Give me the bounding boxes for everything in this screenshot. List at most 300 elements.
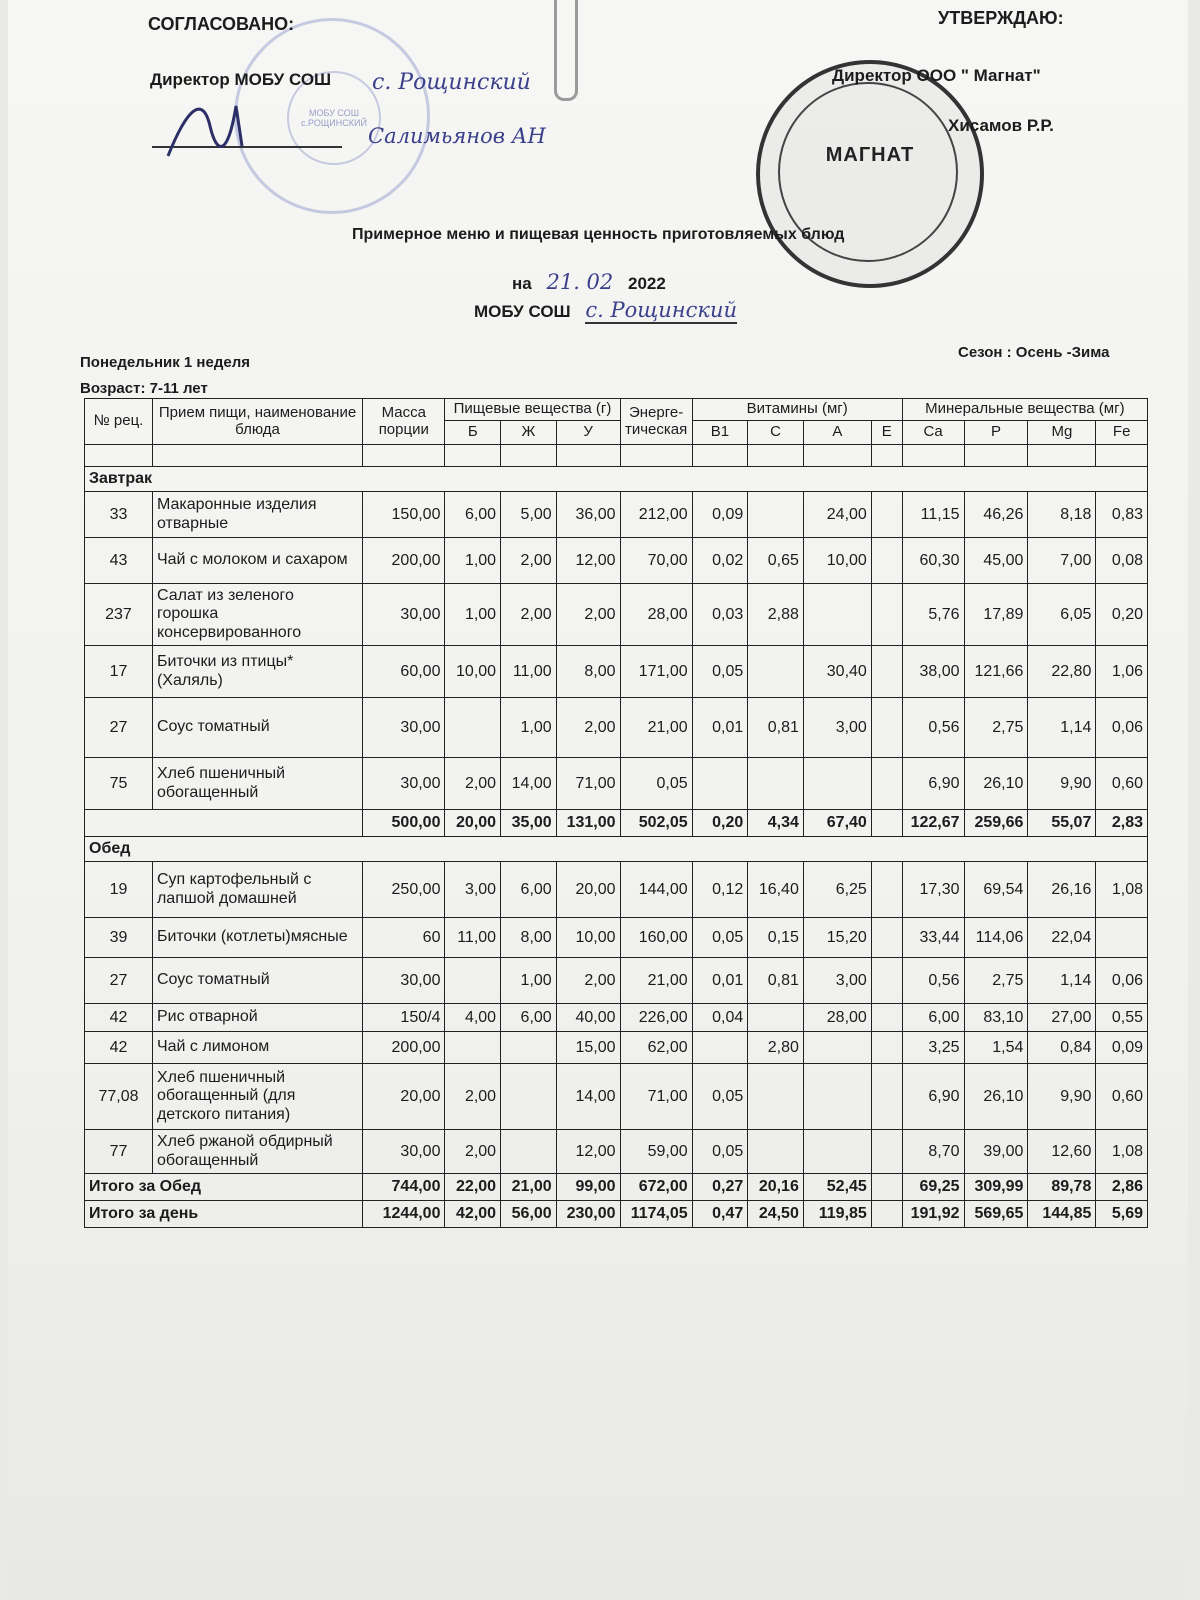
cell-b1: 0,02: [692, 538, 748, 584]
cell-a: 3,00: [803, 958, 871, 1004]
paper-clip: [554, 0, 578, 101]
cell-zh: 2,00: [501, 584, 557, 646]
dish-name: Рис отварной: [152, 1004, 362, 1032]
cell-mg: 6,05: [1028, 584, 1096, 646]
section-label: Обед: [85, 837, 1148, 862]
total-u: 99,00: [556, 1174, 620, 1201]
cell-ca: 5,76: [902, 584, 964, 646]
total-e: [871, 810, 902, 837]
cell-en: 21,00: [620, 958, 692, 1004]
total-zh: 35,00: [501, 810, 557, 837]
cell-p: 114,06: [964, 918, 1028, 958]
cell-mass: 150/4: [363, 1004, 445, 1032]
school-stamp: [234, 18, 430, 214]
cell-c: 0,15: [748, 918, 804, 958]
cell-en: 171,00: [620, 646, 692, 698]
table-row: [85, 646, 1148, 698]
cell-u: 2,00: [556, 958, 620, 1004]
cell-u: 71,00: [556, 758, 620, 810]
total-b: 22,00: [445, 1174, 501, 1201]
cell-en: 0,05: [620, 758, 692, 810]
cell-ca: 0,56: [902, 958, 964, 1004]
cell-p: 17,89: [964, 584, 1028, 646]
recipe-number: 75: [85, 758, 153, 810]
recipe-number: 77,08: [85, 1064, 153, 1130]
total-e: [871, 1174, 902, 1201]
cell-en: 226,00: [620, 1004, 692, 1032]
cell-b1: 0,05: [692, 1064, 748, 1130]
cell-u: 20,00: [556, 862, 620, 918]
cell-ca: 17,30: [902, 862, 964, 918]
cell-mg: 22,80: [1028, 646, 1096, 698]
cell-e: [871, 958, 902, 1004]
day-label: Понедельник 1 неделя: [80, 354, 250, 371]
cell-b: 6,00: [445, 492, 501, 538]
total-fe: 5,69: [1096, 1201, 1148, 1228]
magnat-stamp-logo: МАГНАТ: [825, 144, 915, 166]
date-line: [512, 270, 666, 294]
cell-fe: 1,06: [1096, 646, 1148, 698]
total-p: 259,66: [964, 810, 1028, 837]
total-u: 230,00: [556, 1201, 620, 1228]
cell-en: 71,00: [620, 1064, 692, 1130]
cell-ca: 8,70: [902, 1130, 964, 1174]
school-prefix: МОБУ СОШ: [474, 302, 571, 321]
cell-mg: 9,90: [1028, 1064, 1096, 1130]
cell-zh: 14,00: [501, 758, 557, 810]
cell-p: 69,54: [964, 862, 1028, 918]
total-p: 309,99: [964, 1174, 1028, 1201]
total-zh: 21,00: [501, 1174, 557, 1201]
cell-e: [871, 538, 902, 584]
cell-u: 12,00: [556, 1130, 620, 1174]
cell-b: 4,00: [445, 1004, 501, 1032]
total-b1: 0,27: [692, 1174, 748, 1201]
total-u: 131,00: [556, 810, 620, 837]
cell-b: 2,00: [445, 1130, 501, 1174]
cell-u: 36,00: [556, 492, 620, 538]
cell-c: 16,40: [748, 862, 804, 918]
cell-b1: [692, 758, 748, 810]
recipe-number: 237: [85, 584, 153, 646]
recipe-number: 27: [85, 698, 153, 758]
total-row: [85, 1201, 1148, 1228]
cell-u: 2,00: [556, 698, 620, 758]
cell-b1: 0,03: [692, 584, 748, 646]
total-ca: 69,25: [902, 1174, 964, 1201]
table-row: [85, 918, 1148, 958]
cell-b: [445, 698, 501, 758]
col-u: У: [556, 421, 620, 445]
col-zh: Ж: [501, 421, 557, 445]
section-row: [85, 467, 1148, 492]
cell-a: 24,00: [803, 492, 871, 538]
cell-mass: 60: [363, 918, 445, 958]
cell-b1: 0,09: [692, 492, 748, 538]
table-row: [85, 758, 1148, 810]
cell-p: 1,54: [964, 1032, 1028, 1064]
cell-ca: 0,56: [902, 698, 964, 758]
cell-fe: 0,20: [1096, 584, 1148, 646]
cell-mg: 8,18: [1028, 492, 1096, 538]
col-p: P: [964, 421, 1028, 445]
total-mass: 1244,00: [363, 1201, 445, 1228]
dish-name: Макаронные изделия отварные: [152, 492, 362, 538]
cell-c: 0,81: [748, 958, 804, 1004]
cell-a: 10,00: [803, 538, 871, 584]
recipe-number: 33: [85, 492, 153, 538]
cell-zh: 6,00: [501, 1004, 557, 1032]
total-mg: 55,07: [1028, 810, 1096, 837]
school-director-signature: [158, 86, 258, 166]
dish-name: Чай с лимоном: [152, 1032, 362, 1064]
col-rec-no: № рец.: [85, 399, 153, 445]
total-c: 24,50: [748, 1201, 804, 1228]
col-ca: Ca: [902, 421, 964, 445]
dish-name: Соус томатный: [152, 958, 362, 1004]
col-b: Б: [445, 421, 501, 445]
cell-ca: 33,44: [902, 918, 964, 958]
cell-fe: 0,60: [1096, 758, 1148, 810]
total-en: 502,05: [620, 810, 692, 837]
cell-b: [445, 958, 501, 1004]
cell-ca: 38,00: [902, 646, 964, 698]
total-a: 67,40: [803, 810, 871, 837]
school-handwritten: с. Рощинский: [585, 298, 737, 322]
total-mass: 744,00: [363, 1174, 445, 1201]
total-label: Итого за Обед: [85, 1174, 363, 1201]
dish-name: Салат из зеленого горошка консервированного: [152, 584, 362, 646]
date-handwritten: 21. 02: [546, 270, 614, 294]
cell-b1: 0,01: [692, 958, 748, 1004]
cell-ca: 3,25: [902, 1032, 964, 1064]
table-row: [85, 862, 1148, 918]
cell-a: [803, 584, 871, 646]
cell-zh: 8,00: [501, 918, 557, 958]
cell-mass: 60,00: [363, 646, 445, 698]
table-row: [85, 538, 1148, 584]
cell-mg: 7,00: [1028, 538, 1096, 584]
dish-name: Соус томатный: [152, 698, 362, 758]
dish-name: Хлеб пшеничный обогащенный (для детского питания): [152, 1064, 362, 1130]
cell-e: [871, 1130, 902, 1174]
total-c: 4,34: [748, 810, 804, 837]
cell-zh: 1,00: [501, 958, 557, 1004]
table-row: [85, 698, 1148, 758]
table-row: [85, 1130, 1148, 1174]
recipe-number: 43: [85, 538, 153, 584]
cell-a: 28,00: [803, 1004, 871, 1032]
dish-name: Чай с молоком и сахаром: [152, 538, 362, 584]
date-year: 2022: [628, 274, 666, 293]
cell-fe: 0,06: [1096, 698, 1148, 758]
col-energy: Энерге-тическая: [620, 399, 692, 445]
cell-c: 2,88: [748, 584, 804, 646]
total-mass: 500,00: [363, 810, 445, 837]
dish-name: Хлеб ржаной обдирный обогащенный: [152, 1130, 362, 1174]
dish-name: Хлеб пшеничный обогащенный: [152, 758, 362, 810]
cell-c: [748, 646, 804, 698]
col-e: Е: [871, 421, 902, 445]
cell-fe: 0,60: [1096, 1064, 1148, 1130]
col-fe: Fe: [1096, 421, 1148, 445]
cell-en: 144,00: [620, 862, 692, 918]
cell-mg: 1,14: [1028, 698, 1096, 758]
cell-fe: 1,08: [1096, 1130, 1148, 1174]
season-label: Сезон : Осень -Зима: [958, 344, 1110, 361]
col-c: С: [748, 421, 804, 445]
cell-mass: 30,00: [363, 758, 445, 810]
cell-fe: 0,08: [1096, 538, 1148, 584]
dish-name: Биточки (котлеты)мясные: [152, 918, 362, 958]
cell-b: 2,00: [445, 758, 501, 810]
cell-mass: 30,00: [363, 698, 445, 758]
section-label: Завтрак: [85, 467, 1148, 492]
cell-e: [871, 584, 902, 646]
cell-zh: 2,00: [501, 538, 557, 584]
cell-mass: 20,00: [363, 1064, 445, 1130]
cell-c: [748, 1130, 804, 1174]
cell-c: 0,81: [748, 698, 804, 758]
cell-fe: 0,55: [1096, 1004, 1148, 1032]
agreed-label: СОГЛАСОВАНО:: [148, 14, 295, 34]
cell-b: [445, 1032, 501, 1064]
total-a: 119,85: [803, 1201, 871, 1228]
cell-u: 8,00: [556, 646, 620, 698]
cell-en: 62,00: [620, 1032, 692, 1064]
cell-u: 12,00: [556, 538, 620, 584]
cell-mg: 9,90: [1028, 758, 1096, 810]
cell-zh: 6,00: [501, 862, 557, 918]
magnat-director-title: Директор ООО " Магнат": [832, 66, 1041, 85]
cell-a: [803, 1032, 871, 1064]
cell-ca: 6,90: [902, 1064, 964, 1130]
cell-b: 1,00: [445, 538, 501, 584]
recipe-number: 77: [85, 1130, 153, 1174]
cell-e: [871, 1004, 902, 1032]
total-b1: 0,20: [692, 810, 748, 837]
document-sheet: [8, 0, 1188, 1600]
table-row: [85, 584, 1148, 646]
cell-b: 10,00: [445, 646, 501, 698]
total-b1: 0,47: [692, 1201, 748, 1228]
cell-ca: 6,00: [902, 1004, 964, 1032]
cell-mass: 150,00: [363, 492, 445, 538]
cell-b1: 0,05: [692, 646, 748, 698]
total-en: 672,00: [620, 1174, 692, 1201]
cell-b1: 0,01: [692, 698, 748, 758]
cell-zh: 11,00: [501, 646, 557, 698]
table-row: [85, 492, 1148, 538]
cell-mass: 200,00: [363, 1032, 445, 1064]
cell-fe: 0,06: [1096, 958, 1148, 1004]
cell-ca: 6,90: [902, 758, 964, 810]
cell-mg: 26,16: [1028, 862, 1096, 918]
cell-zh: [501, 1032, 557, 1064]
cell-u: 2,00: [556, 584, 620, 646]
cell-en: 212,00: [620, 492, 692, 538]
cell-a: [803, 1130, 871, 1174]
total-fe: 2,83: [1096, 810, 1148, 837]
magnat-stamp: [756, 60, 984, 288]
cell-b1: 0,05: [692, 1130, 748, 1174]
cell-a: 6,25: [803, 862, 871, 918]
cell-p: 83,10: [964, 1004, 1028, 1032]
cell-mass: 30,00: [363, 958, 445, 1004]
total-mg: 144,85: [1028, 1201, 1096, 1228]
cell-p: 121,66: [964, 646, 1028, 698]
cell-c: [748, 492, 804, 538]
cell-c: [748, 1004, 804, 1032]
cell-mass: 30,00: [363, 584, 445, 646]
total-ca: 122,67: [902, 810, 964, 837]
dish-name: Суп картофельный с лапшой домашней: [152, 862, 362, 918]
cell-e: [871, 492, 902, 538]
total-ca: 191,92: [902, 1201, 964, 1228]
cell-e: [871, 918, 902, 958]
cell-e: [871, 862, 902, 918]
total-e: [871, 1201, 902, 1228]
cell-b: 1,00: [445, 584, 501, 646]
cell-zh: [501, 1064, 557, 1130]
cell-en: 28,00: [620, 584, 692, 646]
cell-e: [871, 758, 902, 810]
cell-zh: 1,00: [501, 698, 557, 758]
total-b: 20,00: [445, 810, 501, 837]
total-mg: 89,78: [1028, 1174, 1096, 1201]
cell-ca: 11,15: [902, 492, 964, 538]
cell-b1: 0,04: [692, 1004, 748, 1032]
cell-u: 15,00: [556, 1032, 620, 1064]
cell-p: 46,26: [964, 492, 1028, 538]
magnat-director-name: Хисамов Р.Р.: [948, 116, 1054, 135]
cell-a: [803, 758, 871, 810]
cell-fe: [1096, 918, 1148, 958]
total-label: Итого за день: [85, 1201, 363, 1228]
cell-u: 14,00: [556, 1064, 620, 1130]
total-c: 20,16: [748, 1174, 804, 1201]
cell-a: 15,20: [803, 918, 871, 958]
table-row: [85, 1032, 1148, 1064]
cell-zh: 5,00: [501, 492, 557, 538]
recipe-number: 27: [85, 958, 153, 1004]
cell-mg: 0,84: [1028, 1032, 1096, 1064]
cell-b: 2,00: [445, 1064, 501, 1130]
cell-p: 45,00: [964, 538, 1028, 584]
blank-row: [85, 445, 1148, 467]
recipe-number: 19: [85, 862, 153, 918]
cell-e: [871, 698, 902, 758]
cell-p: 26,10: [964, 758, 1028, 810]
col-mg: Mg: [1028, 421, 1096, 445]
cell-en: 70,00: [620, 538, 692, 584]
total-p: 569,65: [964, 1201, 1028, 1228]
dish-name: Биточки из птицы*(Халяль): [152, 646, 362, 698]
table-row: [85, 958, 1148, 1004]
cell-fe: 0,83: [1096, 492, 1148, 538]
total-row: [85, 810, 1148, 837]
cell-en: 59,00: [620, 1130, 692, 1174]
cell-a: 30,40: [803, 646, 871, 698]
cell-c: [748, 1064, 804, 1130]
cell-mg: 22,04: [1028, 918, 1096, 958]
menu-table: [84, 398, 1148, 1228]
cell-mg: 27,00: [1028, 1004, 1096, 1032]
col-b1: В1: [692, 421, 748, 445]
school-stamp-text: МОБУ СОШ с.РОЩИНСКИЙ: [287, 71, 381, 165]
school-line: [474, 298, 737, 322]
col-a: А: [803, 421, 871, 445]
cell-p: 39,00: [964, 1130, 1028, 1174]
total-label: [85, 810, 363, 837]
cell-en: 160,00: [620, 918, 692, 958]
recipe-number: 17: [85, 646, 153, 698]
total-row: [85, 1174, 1148, 1201]
total-b: 42,00: [445, 1201, 501, 1228]
cell-e: [871, 1032, 902, 1064]
col-nutrients: Пищевые вещества (г): [445, 399, 620, 421]
cell-p: 26,10: [964, 1064, 1028, 1130]
cell-mass: 250,00: [363, 862, 445, 918]
cell-p: 2,75: [964, 958, 1028, 1004]
cell-mass: 200,00: [363, 538, 445, 584]
school-director-title: Директор МОБУ СОШ: [150, 70, 332, 89]
cell-a: [803, 1064, 871, 1130]
cell-mg: 12,60: [1028, 1130, 1096, 1174]
section-row: [85, 837, 1148, 862]
cell-b: 11,00: [445, 918, 501, 958]
col-minerals: Минеральные вещества (мг): [902, 399, 1147, 421]
cell-c: 2,80: [748, 1032, 804, 1064]
total-a: 52,45: [803, 1174, 871, 1201]
total-en: 1174,05: [620, 1201, 692, 1228]
col-vitamins: Витамины (мг): [692, 399, 902, 421]
col-dish: Прием пищи, наименование блюда: [152, 399, 362, 445]
cell-b1: 0,12: [692, 862, 748, 918]
recipe-number: 42: [85, 1004, 153, 1032]
cell-u: 10,00: [556, 918, 620, 958]
cell-e: [871, 1064, 902, 1130]
cell-c: [748, 758, 804, 810]
cell-b1: 0,05: [692, 918, 748, 958]
cell-b1: [692, 1032, 748, 1064]
cell-en: 21,00: [620, 698, 692, 758]
approve-label: УТВЕРЖДАЮ:: [938, 8, 1064, 28]
cell-fe: 0,09: [1096, 1032, 1148, 1064]
table-row: [85, 1064, 1148, 1130]
cell-fe: 1,08: [1096, 862, 1148, 918]
col-mass: Масса порции: [363, 399, 445, 445]
cell-e: [871, 646, 902, 698]
document-title: Примерное меню и пищевая ценность приготовляемых блюд: [352, 226, 845, 243]
date-prefix: на: [512, 274, 532, 293]
cell-u: 40,00: [556, 1004, 620, 1032]
recipe-number: 42: [85, 1032, 153, 1064]
cell-mg: 1,14: [1028, 958, 1096, 1004]
school-village-handwritten: с. Рощинский: [372, 70, 531, 95]
cell-a: 3,00: [803, 698, 871, 758]
school-director-signed-name: Салимьянов АН: [368, 124, 546, 148]
age-label: Возраст: 7-11 лет: [80, 380, 208, 397]
cell-p: 2,75: [964, 698, 1028, 758]
recipe-number: 39: [85, 918, 153, 958]
cell-ca: 60,30: [902, 538, 964, 584]
total-fe: 2,86: [1096, 1174, 1148, 1201]
cell-zh: [501, 1130, 557, 1174]
cell-mass: 30,00: [363, 1130, 445, 1174]
cell-b: 3,00: [445, 862, 501, 918]
table-row: [85, 1004, 1148, 1032]
